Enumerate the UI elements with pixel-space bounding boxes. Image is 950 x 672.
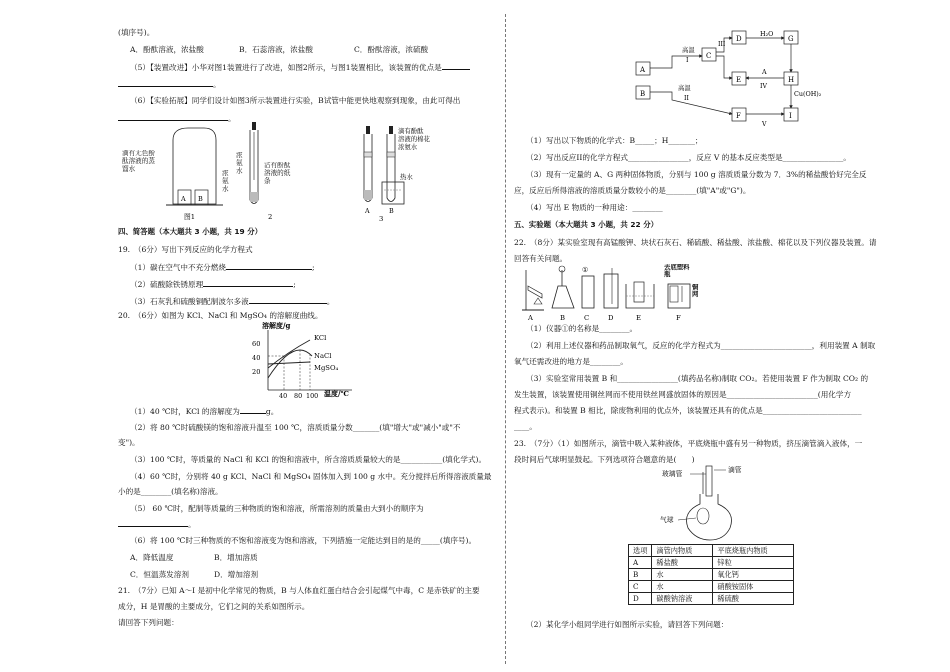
reaction-i: I <box>686 57 689 64</box>
question-line: （3）现有一定量的 A、G 两种固体物质，分别与 100 g 溶质质量分数为 7．3%的稀盐酸恰好完全反 <box>526 170 867 179</box>
option-a: A．酚酞溶液，浓盐酸 <box>130 45 204 54</box>
chart-xlabel: 温度/℃ <box>324 389 349 398</box>
table-row <box>629 557 794 569</box>
stopper-a <box>366 126 370 134</box>
question-line: （1）碳在空气中不充分燃烧 ; <box>130 263 315 272</box>
fig1-label-left: 滴有无色酚酞溶液的蒸馏水 <box>122 150 155 173</box>
question-line: 段时间后气球明显鼓起。下列选项符合题意的是( ) <box>514 455 695 464</box>
table-cell: 稀盐酸 <box>652 557 713 569</box>
fig2-caption: 2 <box>268 213 273 221</box>
fig3-label2: 溶液的棉花 <box>398 135 430 143</box>
question-line: （6）将 100 ℃时三种物质的不饱和溶液变为饱和溶液，下列措施一定能达到目的是的_____(填序号)。 <box>130 536 477 545</box>
copper-mesh-label: 铜网 <box>692 284 699 299</box>
figure-3 <box>364 126 431 223</box>
table-cell: B <box>629 569 652 581</box>
table-cell: 水 <box>652 581 713 593</box>
fig3-label-b: B <box>389 207 394 215</box>
question-line: 应，反应后所得溶液的溶质质量分数较小的是________(填"A"或"G")。 <box>514 186 751 195</box>
section-heading: 四、简答题（本大题共 3 小题，共 19 分） <box>118 227 262 236</box>
answer-line: 。 <box>118 519 196 529</box>
fig3-label4: 热水 <box>400 173 413 181</box>
apparatus-figure <box>520 264 740 326</box>
node-g: G <box>788 35 794 43</box>
question-line: （2）硫酸除铁锈原理 ; <box>130 280 296 289</box>
arrow-c-e <box>716 56 732 78</box>
answer-blank <box>442 62 470 70</box>
question-line: 发生装置，该装置使用铜丝网而不使用铁丝网盛放固体的原因是________________________(用化学方 <box>514 390 852 399</box>
label-1: ① <box>582 266 589 274</box>
table-cell: C <box>629 581 652 593</box>
option-d: D．增加溶剂 <box>214 570 259 579</box>
table-cell: 碳酸钠溶液 <box>652 593 713 605</box>
experiment-figures <box>118 120 500 224</box>
section-heading: 五、实验题（本大题共 3 小题，共 22 分） <box>514 220 658 229</box>
question-line <box>118 406 278 416</box>
cotton-a <box>364 152 372 157</box>
cond-high-temp: 高温 <box>678 84 691 92</box>
solubility-chart <box>248 320 388 406</box>
chart-ylabel: 溶解度/g <box>262 321 291 330</box>
question-22: 22. （8分）某实验室现有高锰酸钾、块状石灰石、稀硫酸、稀盐酸、浓盐酸、棉花以及下列仪器及装置。请 <box>514 238 877 247</box>
option-c: C．恒温蒸发溶剂 <box>130 570 189 579</box>
options-table <box>628 544 794 605</box>
answer-line: 。 <box>118 79 221 89</box>
apparatus-c <box>582 266 594 322</box>
fig3-caption: 3 <box>379 215 384 223</box>
reaction-iii: III <box>718 41 726 48</box>
option-b: B．石蕊溶液，浓盐酸 <box>239 45 313 54</box>
question-line: （2）某化学小组同学进行如图所示实验，请回答下列问题： <box>526 620 729 629</box>
question-23: 23. （7分）（1）如图所示，滴管中吸入某种液体，平底烧瓶中盛有另一种物质，挤压滴管滴入液体，一 <box>514 439 863 448</box>
apparatus-b <box>552 266 574 322</box>
table-header: 滴管内物质 <box>652 545 713 557</box>
question-line: 请回答下列问题： <box>118 618 179 627</box>
bell-jar <box>173 128 216 204</box>
label-a: A <box>528 314 533 322</box>
fig2-label-right: 沾有酚酞溶液的纸条 <box>264 162 291 185</box>
fig2-label-left: 浓氨水 <box>236 152 243 175</box>
dropper-label: 滴管 <box>728 466 742 474</box>
plastic-bottle-label: 去底塑料瓶 <box>664 264 690 279</box>
mgso4-label: MgSO₄ <box>314 364 339 372</box>
node-e: E <box>736 76 742 84</box>
answer-blank <box>249 296 327 304</box>
reaction-ii: II <box>684 95 689 102</box>
apparatus-e <box>626 282 654 322</box>
question-line: 氧气还需改进的地方是________。 <box>514 357 628 366</box>
question-line: （3）实验室常用装置 B 和________________(填药品名称)制取 CO₂。若使用装置 F 作为制取 CO₂ 的 <box>526 374 869 383</box>
question-text: g。 <box>265 407 279 416</box>
node-b: B <box>640 90 646 98</box>
table-cell: 氧化钙 <box>713 569 794 581</box>
node-a: A <box>640 66 646 74</box>
balloon-label: 气球 <box>660 516 674 524</box>
label-b: B <box>560 314 565 322</box>
question-line: （4）60 ℃时，分别将 40 g KCl、NaCl 和 MgSO₄ 固体加入到 100 g 水中。充分搅拌后所得溶液质量最 <box>130 472 492 481</box>
answer-blank <box>226 262 312 270</box>
arrow-b-f <box>650 92 732 114</box>
question-line: （4）写出 E 物质的一种用途：________ <box>526 203 663 212</box>
question-text: （1）碳在空气中不充分燃烧 <box>130 263 226 272</box>
glass-tube-label: 玻璃管 <box>662 470 683 478</box>
question-line: （3）100 ℃时，等质量的 NaCl 和 KCl 的饱和溶液中，所含溶质质量较大的是___________(填化学式)。 <box>130 455 487 464</box>
tube-b <box>387 134 395 202</box>
reaction-iv: IV <box>760 83 767 90</box>
label-e: E <box>636 314 641 322</box>
flask-figure <box>646 464 756 542</box>
node-f: F <box>736 112 741 120</box>
question-line: （2）利用上述仪器和药品制取氧气，反应的化学方程式为________________________，利用装置 A 制取 <box>526 341 876 350</box>
fig1-caption: 图1 <box>184 213 196 221</box>
apparatus-d <box>604 268 618 322</box>
question-line: 程式表示)。和装置 B 相比，除废物利用的优点外，该装置还具有的优点是__________________________ <box>514 406 862 415</box>
answer-blank <box>118 79 213 87</box>
question-line: （1）写出以下物质的化学式：B_____；H_______； <box>526 136 703 145</box>
option-a: A．降低温度 <box>130 553 174 562</box>
table-header-row <box>629 545 794 557</box>
question-line: （5） 60 ℃时，配制等质量的三种物质的饱和溶液，所需溶剂的质量由大到小的顺序为 <box>130 504 424 513</box>
question-line: （1）仪器①的名称是________。 <box>526 324 638 333</box>
question-line: （3）石灰乳和硫酸铜配制波尔多液 。 <box>130 297 335 306</box>
question-20: 20. （6分）如图为 KCl、NaCl 和 MgSO₄ 的溶解度曲线。 <box>118 311 323 320</box>
fig3-label-a: A <box>365 207 370 215</box>
question-line: 回答有关问题。 <box>514 254 568 263</box>
node-d: D <box>736 35 742 43</box>
y-tick: 20 <box>252 368 261 376</box>
question-line: 小的是________(填名称)溶液。 <box>118 487 223 496</box>
a-label: A <box>762 68 767 76</box>
table-header: 选项 <box>629 545 652 557</box>
x-tick: 40 <box>279 392 288 400</box>
question-19: 19. （6分）写出下列反应的化学方程式 <box>118 245 253 254</box>
question-21: 21. （7分）已知 A～I 是初中化学常见的物质，B 与人体血红蛋白结合会引起煤气中毒，C 是赤铁矿的主要 <box>118 586 480 595</box>
table-cell: 锌粒 <box>713 557 794 569</box>
table-cell: 稀硫酸 <box>713 593 794 605</box>
node-h: H <box>788 76 795 84</box>
answer-blank <box>240 406 266 414</box>
label-a: A <box>181 195 186 203</box>
question-text: （6）【实验拓展】同学们设计如图3所示装置进行实验，B试管中能更快地观察到现象，由此可得出 <box>130 96 461 105</box>
figure-1 <box>122 128 234 221</box>
question-text: （1）40 ℃时，KCl 的溶解度为 <box>130 407 240 416</box>
table-cell: A <box>629 557 652 569</box>
answer-blank <box>203 279 293 287</box>
label-f: F <box>676 314 681 322</box>
question-line: 变")。 <box>118 438 140 447</box>
question-text: （2）硫酸除铁锈原理 <box>130 280 204 289</box>
text-line: (填序号)。 <box>118 28 155 37</box>
liquid-a <box>364 190 372 200</box>
x-tick: 100 <box>306 392 319 400</box>
x-tick: 80 <box>294 392 303 400</box>
fig3-label1: 滴有酚酞 <box>398 127 424 135</box>
table-cell: 硝酸铵固体 <box>713 581 794 593</box>
apparatus-f <box>664 264 702 322</box>
question-line: （2）写出反应II的化学方程式________________，反应 V 的基本反应类型是________________。 <box>526 153 851 162</box>
cotton-b <box>387 152 395 157</box>
question-line <box>118 62 470 72</box>
kcl-label: KCl <box>314 334 327 342</box>
cuoh2-label: Cu(OH)₂ <box>794 90 822 98</box>
balloon <box>697 508 709 524</box>
column-divider <box>505 14 506 664</box>
apparatus-a <box>522 270 544 322</box>
reaction-flow-diagram <box>632 28 822 132</box>
arrow-a-c <box>650 56 702 68</box>
options-row <box>118 570 500 579</box>
table-header: 平底烧瓶内物质 <box>713 545 794 557</box>
label-c: C <box>584 314 590 322</box>
figure-2 <box>236 122 296 221</box>
ammonia-liquid <box>250 192 258 202</box>
y-tick: 40 <box>252 354 261 362</box>
fig1-label-right: 浓氨水 <box>222 170 229 193</box>
question-text: （5）【装置改进】小华对图1装置进行了改进，如图2所示，与图1装置相比，该装置的优点是 <box>130 63 442 72</box>
h2o-label: H₂O <box>760 30 774 38</box>
table-row <box>629 581 794 593</box>
options-row <box>118 45 500 54</box>
question-line: （2）将 80 ℃时硫酸镁的饱和溶液升温至 100 ℃，溶质质量分数_______(填"增大"或"减小"或"不 <box>130 423 461 432</box>
table-row <box>629 593 794 605</box>
label-b: B <box>198 195 203 203</box>
nacl-label: NaCl <box>314 352 332 360</box>
node-c: C <box>706 52 712 60</box>
table-cell: D <box>629 593 652 605</box>
cond-high-temp: 高温 <box>682 46 695 54</box>
question-line: ____。 <box>514 422 537 431</box>
answer-line: 。 <box>118 113 236 123</box>
node-i: I <box>789 112 792 120</box>
label-d: D <box>608 314 614 322</box>
question-text: （3）石灰乳和硫酸铜配制波尔多液 <box>130 297 249 306</box>
table-row <box>629 569 794 581</box>
stopper <box>252 122 256 130</box>
y-tick: 60 <box>252 340 261 348</box>
dropper <box>706 466 712 496</box>
stopper-b <box>389 126 393 134</box>
option-c: C．酚酞溶液，浓硫酸 <box>354 45 429 54</box>
option-b: B．增加溶质 <box>214 553 258 562</box>
options-row <box>118 553 500 562</box>
question-line: 成分，H 是胃酸的主要成分，它们之间的关系如图所示。 <box>118 602 310 611</box>
question-line <box>118 96 460 105</box>
answer-blank <box>118 519 188 527</box>
fig3-label3: 浓氨水 <box>398 143 418 151</box>
reaction-v: V <box>762 121 767 128</box>
table-cell: 水 <box>652 569 713 581</box>
